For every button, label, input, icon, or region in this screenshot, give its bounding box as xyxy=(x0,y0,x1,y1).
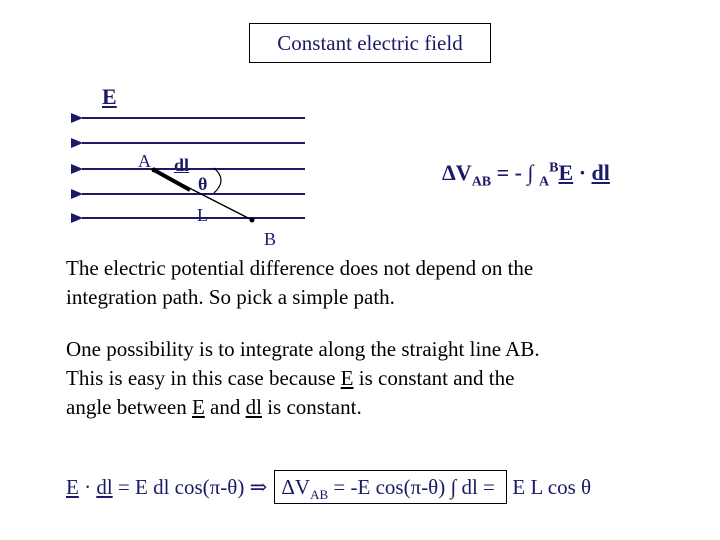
bottom-dl: dl xyxy=(96,475,113,499)
result-box xyxy=(274,470,507,504)
point-a-dot xyxy=(152,168,157,173)
length-label: L xyxy=(197,205,208,225)
paragraph-straight-line xyxy=(66,335,540,422)
box-rhs: = -E cos(π-θ) ∫ dl = xyxy=(328,475,501,499)
point-a-label: A xyxy=(138,151,151,171)
angle-arc xyxy=(214,168,221,193)
formula-sub: AB xyxy=(471,174,492,190)
text-segment: is constant and the xyxy=(353,366,515,390)
text-segment: This is easy in this case because xyxy=(66,366,341,390)
final-result: E L cos θ xyxy=(507,475,592,499)
title: Constant electric field xyxy=(277,30,463,55)
paragraph-line: One possibility is to integrate along the straight line AB. xyxy=(66,337,540,361)
paragraph-line: integration path. So pick a simple path. xyxy=(66,285,395,309)
formula-delta-v: ΔV xyxy=(442,160,472,185)
point-b-label: B xyxy=(264,229,277,249)
box-delta-v: ΔV xyxy=(281,475,311,499)
formula-e: E xyxy=(558,160,574,185)
implies-arrow: ⇒ xyxy=(249,475,268,499)
point-b-dot xyxy=(250,218,255,223)
bottom-e: E xyxy=(66,475,79,499)
text-segment: angle between xyxy=(66,395,192,419)
text-segment: and xyxy=(204,395,246,419)
formula-lower: A xyxy=(539,174,550,190)
text-segment: is constant. xyxy=(261,395,362,419)
potential-formula xyxy=(442,160,610,190)
bottom-rhs: = E dl cos(π-θ) xyxy=(112,475,250,499)
formula-upper: B xyxy=(549,160,559,176)
bottom-equation xyxy=(66,475,591,503)
paragraph-line xyxy=(66,364,540,393)
theta-label: θ xyxy=(198,174,208,194)
paragraph-path-independence xyxy=(66,254,533,312)
field-label: E xyxy=(102,84,117,109)
e-vector: E xyxy=(340,366,354,390)
dl-vector-text: dl xyxy=(245,395,262,419)
paragraph-line: The electric potential difference does not depend on the xyxy=(66,256,534,280)
formula-dot: · xyxy=(573,160,592,185)
bottom-dot: · xyxy=(78,475,97,499)
formula-dl: dl xyxy=(591,160,610,185)
paragraph-line xyxy=(66,393,540,422)
e-vector: E xyxy=(191,395,205,419)
box-sub: AB xyxy=(310,487,329,503)
formula-mid: = - ∫ xyxy=(491,160,540,185)
dl-label: dl xyxy=(174,155,190,175)
